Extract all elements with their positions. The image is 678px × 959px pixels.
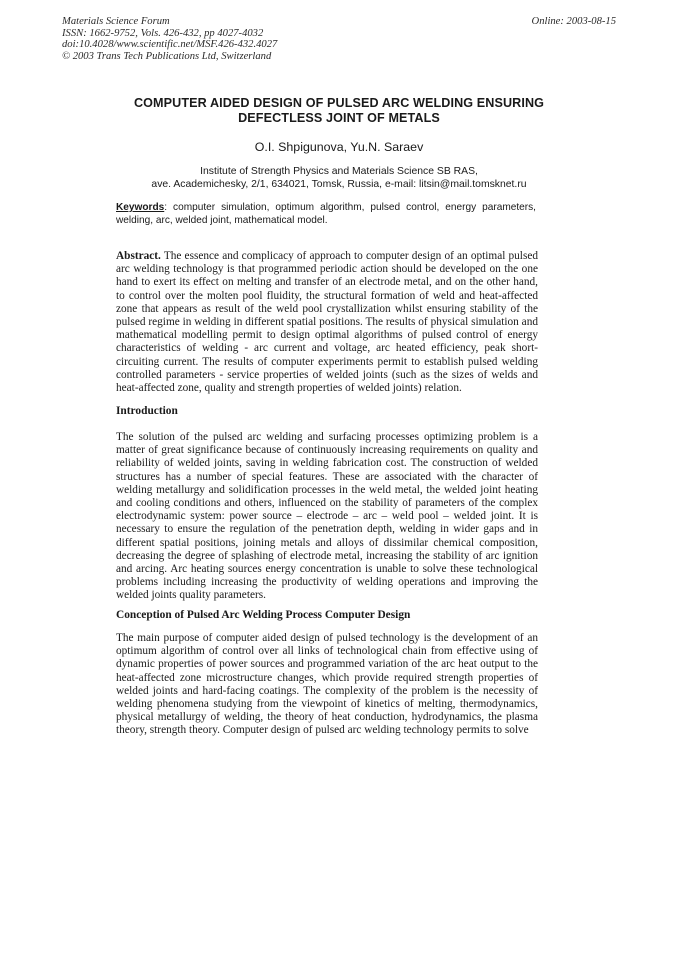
journal-name: Materials Science Forum <box>62 16 170 27</box>
doi-line: doi:10.4028/www.scientific.net/MSF.426-432.4027 <box>62 39 278 51</box>
section-heading-introduction: Introduction <box>116 405 178 417</box>
keywords-label: Keywords <box>116 202 165 213</box>
copyright-line: © 2003 Trans Tech Publications Ltd, Switzerland <box>62 50 272 62</box>
affiliation-line-1: Institute of Strength Physics and Materials Science SB RAS, <box>200 166 478 177</box>
section-heading-conception: Conception of Pulsed Arc Welding Process Computer Design <box>116 609 411 621</box>
abstract-label: Abstract. <box>116 250 161 262</box>
introduction-paragraph: The solution of the pulsed arc welding and surfacing processes optimizing problem is a matter of great significance because of continuously increasing requirements on quality and reliability of welded joints, saving in welding fabrication cost. The construction of welded structures has a number of special features. These are associated with the character of welding metallurgy and solidification processes in the weld metal, the welded joint heating and cooling conditions and others, influenced on the stability of parameters of the complex electrodynamic system: power source – electrode – arc – weld pool – welded joint. It is necessary to ensure the regulation of the penetration depth, welding in wider gaps and in different spatial positions, joining metals and alloys of dissimilar chemical composition, decreasing the degree of splashing of electrode metal, increasing the stability of arc ignition and arcing. Arc heating sources energy concentration is unable to solve these technological problems including increasing the productivity of welding operations and improving the welded joints quality parameters. <box>116 431 538 602</box>
keywords-text: : computer simulation, optimum algorithm, pulsed control, energy parameters, welding, arc, welded joint, mathematical model. <box>116 202 536 226</box>
online-date: Online: 2003-08-15 <box>531 16 616 27</box>
abstract-paragraph <box>116 250 538 395</box>
authors: O.I. Shpigunova, Yu.N. Saraev <box>254 140 424 154</box>
abstract-text: The essence and complicacy of approach to computer design of an optimal pulsed arc welding technology is that programmed periodic action should be developed on the one hand to exert its effect on melting and transfer of an electrode metal, and on the other hand, to control over the molten pool fluidity, the structural formation of weld and heat-affected zone that appears as result of the weld pool crystallization whilst ensuring stability of the pulsed regime in welding in different spatial positions. The results of physical simulation and mathematical modelling permit to design optimal algorithms of pulsed control of energy characteristics of welding - arc current and voltage, arc heated efficiency, peak short-circuiting current. The results of computer experiments permit to establish pulsed welding controlled parameters - service properties of welded joints (such as the sizes of welds and heat-affected zone, quality and strength properties of welded joints) relation. <box>116 250 538 395</box>
issn-line: ISSN: 1662-9752, Vols. 426-432, pp 4027-4032 <box>62 27 264 39</box>
affiliation <box>100 166 578 191</box>
affiliation-line-2: ave. Academichesky, 2/1, 634021, Tomsk, Russia, e-mail: litsin@mail.tomsknet.ru <box>151 178 527 190</box>
page-header <box>62 16 616 62</box>
keywords <box>116 202 536 227</box>
paper-title: COMPUTER AIDED DESIGN OF PULSED ARC WELDING ENSURING DEFECTLESS JOINT OF METALS <box>133 96 545 125</box>
conception-paragraph: The main purpose of computer aided design of pulsed technology is the development of an optimum algorithm of control over all links of technological chain from effective using of dynamic properties of power sources and programmed variation of the arc heat output to the heat-affected zone microstructure changes, which provide required strength properties of welded joints and hard-facing coatings. The complexity of the problem is the necessity of welding phenomena studying from the viewpoint of kinetics of melting, thermodynamics, physical metallurgy of welding, the theory of heat conduction, hydrodynamics, the plasma theory, strength theory. Computer design of pulsed arc welding technology permits to solve <box>116 632 538 737</box>
